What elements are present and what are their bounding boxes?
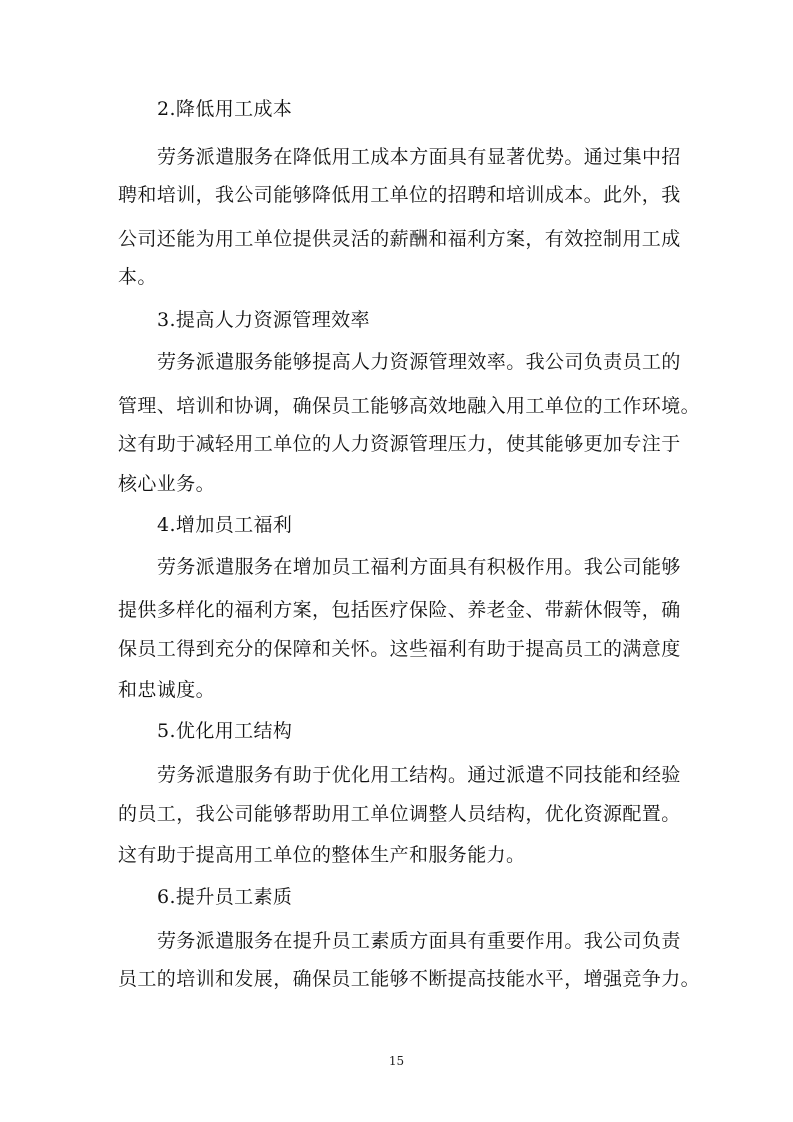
paragraph-line: 管理、培训和协调，确保员工能够高效地融入用工单位的工作环境。 <box>118 395 701 417</box>
paragraph-line: 公司还能为用工单位提供灵活的薪酬和福利方案，有效控制用工成 <box>118 228 681 250</box>
section-heading: 5.优化用工结构 <box>157 720 293 742</box>
paragraph-line: 劳务派遣服务在提升员工素质方面具有重要作用。我公司负责 <box>157 930 681 952</box>
paragraph-line: 员工的培训和发展，确保员工能够不断提高技能水平，增强竞争力。 <box>118 968 701 990</box>
section-heading: 2.降低用工成本 <box>157 98 293 120</box>
paragraph-line: 核心业务。 <box>118 473 216 495</box>
paragraph-line: 劳务派遣服务能够提高人力资源管理效率。我公司负责员工的 <box>157 351 681 373</box>
section-heading: 6.提升员工素质 <box>157 886 293 908</box>
page-number: 15 <box>388 1054 405 1068</box>
paragraph-line: 本。 <box>118 266 157 288</box>
paragraph-line: 和忠诚度。 <box>118 679 216 701</box>
paragraph-line: 这有助于减轻用工单位的人力资源管理压力，使其能够更加专注于 <box>118 433 681 455</box>
paragraph-line: 保员工得到充分的保障和关怀。这些福利有助于提高员工的满意度 <box>118 638 681 660</box>
paragraph-line: 这有助于提高用工单位的整体生产和服务能力。 <box>118 844 526 866</box>
paragraph-line: 劳务派遣服务在增加员工福利方面具有积极作用。我公司能够 <box>157 556 681 578</box>
paragraph-line: 聘和培训，我公司能够降低用工单位的招聘和培训成本。此外，我 <box>118 184 681 206</box>
section-heading: 4.增加员工福利 <box>157 514 293 536</box>
paragraph-line: 劳务派遣服务有助于优化用工结构。通过派遣不同技能和经验 <box>157 764 681 786</box>
section-heading: 3.提高人力资源管理效率 <box>157 309 370 331</box>
paragraph-line: 的员工，我公司能够帮助用工单位调整人员结构，优化资源配置。 <box>118 803 681 825</box>
paragraph-line: 提供多样化的福利方案，包括医疗保险、养老金、带薪休假等，确 <box>118 599 681 621</box>
paragraph-line: 劳务派遣服务在降低用工成本方面具有显著优势。通过集中招 <box>157 146 681 168</box>
